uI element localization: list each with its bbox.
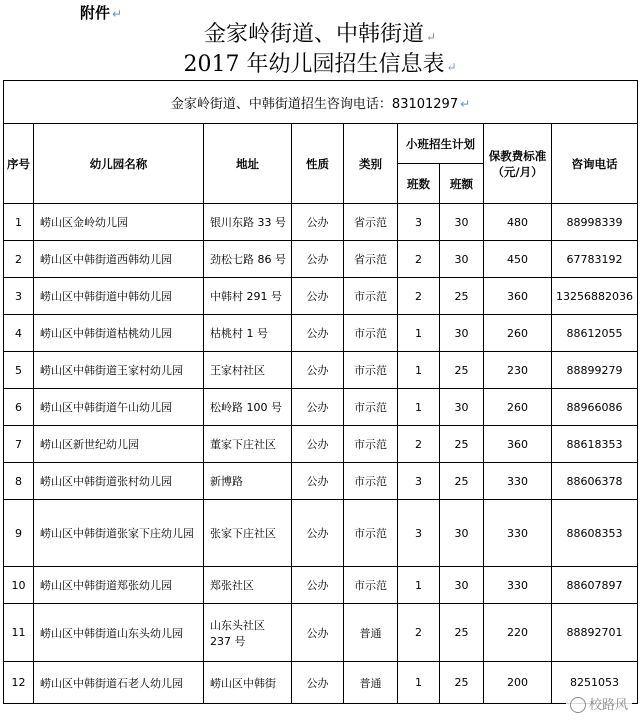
header-address: 地址 (204, 124, 292, 204)
table-row (4, 352, 638, 389)
watermark: 校路风 (566, 692, 632, 716)
row-name: 崂山区中韩街道石老人幼儿园 (34, 662, 204, 704)
row-address: 劲松七路 86 号 (204, 241, 292, 278)
hotline-row (4, 81, 638, 124)
row-quota: 25 (440, 463, 484, 500)
row-nature: 公办 (292, 604, 344, 662)
row-classes: 1 (398, 389, 440, 426)
row-fee: 480 (484, 204, 552, 241)
row-name: 崂山区中韩街道王家村幼儿园 (34, 352, 204, 389)
header-row-1 (4, 124, 638, 164)
row-nature: 公办 (292, 352, 344, 389)
row-classes: 3 (398, 463, 440, 500)
row-name: 崂山区中韩街道张家下庄幼儿园 (34, 500, 204, 567)
row-quota: 25 (440, 604, 484, 662)
attachment-label: 附件 ↵ (80, 4, 123, 22)
row-category: 普通 (344, 604, 398, 662)
row-category: 市示范 (344, 500, 398, 567)
table-row (4, 567, 638, 604)
row-classes: 2 (398, 604, 440, 662)
row-classes: 2 (398, 278, 440, 315)
row-address: 郑张社区 (204, 567, 292, 604)
row-classes: 2 (398, 426, 440, 463)
row-nature: 公办 (292, 463, 344, 500)
row-fee: 330 (484, 500, 552, 567)
row-category: 市示范 (344, 352, 398, 389)
row-nature: 公办 (292, 389, 344, 426)
header-plan: 小班招生计划 (398, 124, 484, 164)
row-index: 11 (4, 604, 34, 662)
row-address: 中韩村 291 号 (204, 278, 292, 315)
row-fee: 200 (484, 662, 552, 704)
row-address: 新博路 (204, 463, 292, 500)
row-category: 市示范 (344, 278, 398, 315)
header-fee: 保教费标准（元/月） (484, 124, 552, 204)
row-index: 2 (4, 241, 34, 278)
header-quota: 班额 (440, 164, 484, 204)
row-fee: 260 (484, 315, 552, 352)
header-name: 幼儿园名称 (34, 124, 204, 204)
row-category: 市示范 (344, 567, 398, 604)
row-quota: 30 (440, 204, 484, 241)
row-nature: 公办 (292, 567, 344, 604)
row-index: 5 (4, 352, 34, 389)
table-row (4, 463, 638, 500)
row-address: 张家下庄社区 (204, 500, 292, 567)
table-row (4, 241, 638, 278)
row-classes: 3 (398, 204, 440, 241)
row-nature: 公办 (292, 315, 344, 352)
row-quota: 30 (440, 389, 484, 426)
header-classes: 班数 (398, 164, 440, 204)
row-index: 1 (4, 204, 34, 241)
row-classes: 1 (398, 352, 440, 389)
row-name: 崂山区中韩街道枯桃幼儿园 (34, 315, 204, 352)
row-nature: 公办 (292, 241, 344, 278)
row-address: 山东头社区 237 号 (204, 604, 292, 662)
row-classes: 3 (398, 500, 440, 567)
row-fee: 230 (484, 352, 552, 389)
row-category: 省示范 (344, 204, 398, 241)
row-nature: 公办 (292, 500, 344, 567)
row-index: 9 (4, 500, 34, 567)
row-index: 10 (4, 567, 34, 604)
table-row (4, 500, 638, 567)
row-fee: 330 (484, 567, 552, 604)
row-classes: 1 (398, 662, 440, 704)
row-phone: 88618353 (552, 426, 638, 463)
row-category: 省示范 (344, 241, 398, 278)
wechat-icon (570, 697, 586, 713)
table-row (4, 662, 638, 704)
row-nature: 公办 (292, 662, 344, 704)
row-classes: 2 (398, 241, 440, 278)
row-index: 8 (4, 463, 34, 500)
row-phone: 88612055 (552, 315, 638, 352)
header-phone: 咨询电话 (552, 124, 638, 204)
row-index: 12 (4, 662, 34, 704)
row-fee: 360 (484, 426, 552, 463)
hotline-cell: 金家岭街道、中韩街道招生咨询电话：83101297 ↵ (4, 81, 638, 124)
row-index: 3 (4, 278, 34, 315)
row-quota: 30 (440, 500, 484, 567)
row-classes: 1 (398, 315, 440, 352)
row-address: 董家下庄社区 (204, 426, 292, 463)
row-name: 崂山区金岭幼儿园 (34, 204, 204, 241)
row-fee: 260 (484, 389, 552, 426)
row-name: 崂山区中韩街道张村幼儿园 (34, 463, 204, 500)
row-fee: 330 (484, 463, 552, 500)
table-body (4, 204, 638, 704)
title-line-2: 2017 年幼儿园招生信息表 ↵ (183, 52, 457, 77)
row-phone: 8251053 (552, 662, 638, 704)
header-nature: 性质 (292, 124, 344, 204)
row-address: 枯桃村 1 号 (204, 315, 292, 352)
row-index: 6 (4, 389, 34, 426)
table-row (4, 278, 638, 315)
row-quota: 30 (440, 241, 484, 278)
enrollment-table (3, 80, 638, 704)
row-quota: 25 (440, 278, 484, 315)
row-name: 崂山区新世纪幼儿园 (34, 426, 204, 463)
row-fee: 360 (484, 278, 552, 315)
row-fee: 220 (484, 604, 552, 662)
row-name: 崂山区中韩街道中韩幼儿园 (34, 278, 204, 315)
row-quota: 25 (440, 352, 484, 389)
table-row (4, 315, 638, 352)
row-quota: 25 (440, 426, 484, 463)
row-phone: 67783192 (552, 241, 638, 278)
row-category: 市示范 (344, 315, 398, 352)
row-name: 崂山区中韩街道郑张幼儿园 (34, 567, 204, 604)
row-name: 崂山区中韩街道西韩幼儿园 (34, 241, 204, 278)
row-category: 市示范 (344, 426, 398, 463)
title-line-1: 金家岭街道、中韩街道 ↵ (203, 22, 437, 47)
row-category: 市示范 (344, 463, 398, 500)
row-name: 崂山区中韩街道午山幼儿园 (34, 389, 204, 426)
table-row (4, 604, 638, 662)
row-address: 崂山区中韩街 (204, 662, 292, 704)
row-index: 4 (4, 315, 34, 352)
row-quota: 25 (440, 662, 484, 704)
row-classes: 1 (398, 567, 440, 604)
row-category: 市示范 (344, 389, 398, 426)
row-address: 松岭路 100 号 (204, 389, 292, 426)
row-phone: 88892701 (552, 604, 638, 662)
row-address: 王家村社区 (204, 352, 292, 389)
row-quota: 30 (440, 567, 484, 604)
row-phone: 88899279 (552, 352, 638, 389)
row-nature: 公办 (292, 426, 344, 463)
row-nature: 公办 (292, 278, 344, 315)
row-name: 崂山区中韩街道山东头幼儿园 (34, 604, 204, 662)
row-phone: 88606378 (552, 463, 638, 500)
header-category: 类别 (344, 124, 398, 204)
row-index: 7 (4, 426, 34, 463)
row-phone: 88966086 (552, 389, 638, 426)
table-row (4, 204, 638, 241)
header-index: 序号 (4, 124, 34, 204)
row-nature: 公办 (292, 204, 344, 241)
row-fee: 450 (484, 241, 552, 278)
table-row (4, 389, 638, 426)
row-category: 普通 (344, 662, 398, 704)
row-phone: 13256882036 (552, 278, 638, 315)
row-quota: 30 (440, 315, 484, 352)
row-phone: 88608353 (552, 500, 638, 567)
row-phone: 88607897 (552, 567, 638, 604)
row-address: 银川东路 33 号 (204, 204, 292, 241)
row-phone: 88998339 (552, 204, 638, 241)
table-row (4, 426, 638, 463)
